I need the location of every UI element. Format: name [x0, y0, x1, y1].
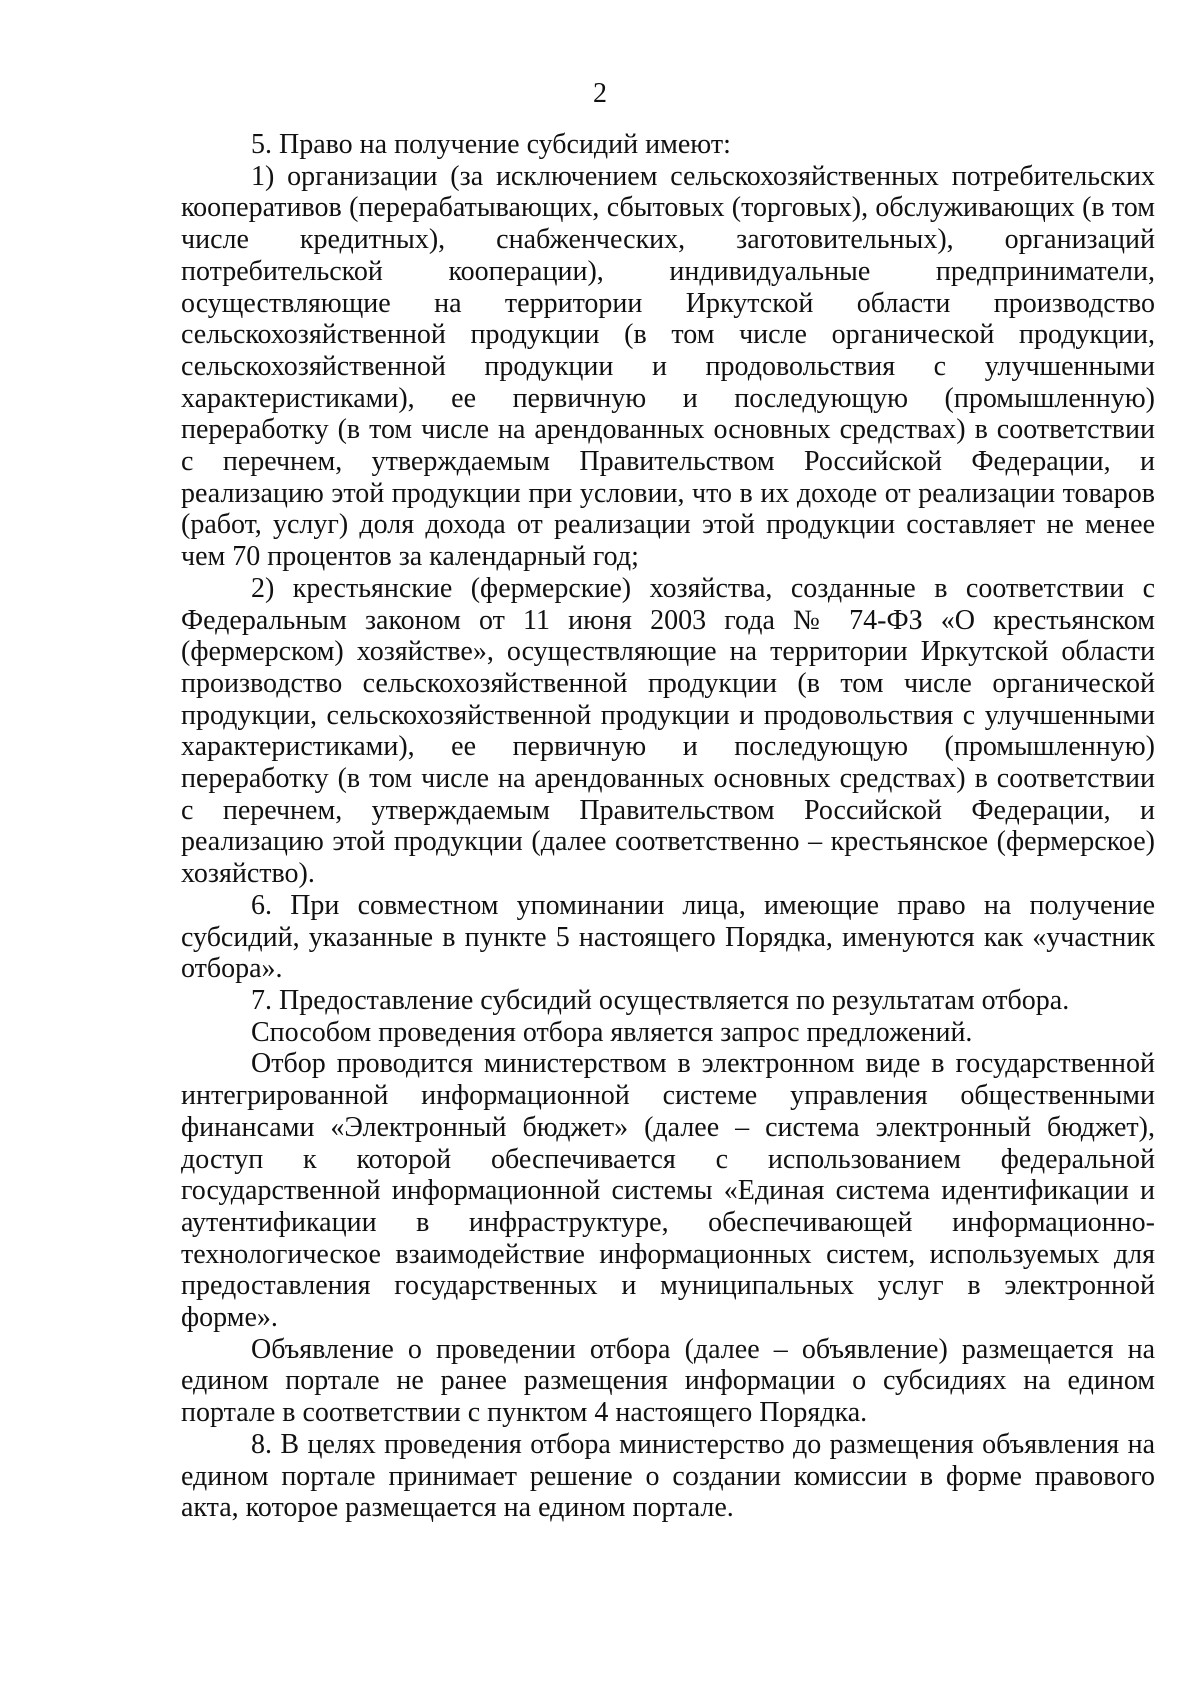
paragraph-7: 7. Предоставление субсидий осуществляется по результатам отбора. [251, 984, 1070, 1016]
page-number: 2 [593, 78, 607, 109]
paragraph-5-item-1: 1) организации (за исключением сельскохозяйственных потребительских кооперативов (перерабатывающих, сбытовых (торговых), обслуживающих (в том числе кредитных), снабженческих, заготовительных), организаций потребительской кооперации), индивидуальные предприниматели, осуществляющие на территории Иркутской области производство сельскохозяйственной продукции (в том числе органической продукции, сельскохозяйственной продукции и продовольствия с улучшенными характеристиками), ее первичную и последующую (промышленную) переработку (в том числе на арендованных основных средствах) в соответствии с перечнем, утверждаемым Правительством Российской Федерации, и реализацию этой продукции при условии, что в их доходе от реализации товаров (работ, услуг) доля дохода от реализации этой продукции составляет не менее чем 70 процентов за календарный год; [181, 160, 1155, 573]
paragraph-7-electronic-system: Отбор проводится министерством в электронном виде в государственной интегрированной информационной системе управления общественными финансами «Электронный бюджет» (далее – система электронный бюджет), доступ к которой обеспечивается с использованием федеральной государственной информационной системы «Единая система идентификации и аутентификации в инфраструктуре, обеспечивающей информационно-технологическое взаимодействие информационных систем, используемых для предоставления государственных и муниципальных услуг в электронной форме». [181, 1048, 1155, 1334]
paragraph-6: 6. При совместном упоминании лица, имеющие право на получение субсидий, указанные в пункте 5 настоящего Порядка, именуются как «участник отбора». [181, 889, 1155, 985]
paragraph-7-announcement: Объявление о проведении отбора (далее – объявление) размещается на едином портале не ранее размещения информации о субсидиях на едином портале в соответствии с пунктом 4 настоящего Порядка. [181, 1333, 1155, 1429]
paragraph-5-item-2: 2) крестьянские (фермерские) хозяйства, созданные в соответствии с Федеральным законом от 11 июня 2003 года № 74-ФЗ «О крестьянском (фермерском) хозяйстве», осуществляющие на территории Иркутской области производство сельскохозяйственной продукции (в том числе органической продукции, сельскохозяйственной продукции и продовольствия с улучшенными характеристиками), ее первичную и последующую (промышленную) переработку (в том числе на арендованных основных средствах) в соответствии с перечнем, утверждаемым Правительством Российской Федерации, и реализацию этой продукции (далее соответственно – крестьянское (фермерское) хозяйство). [181, 572, 1155, 890]
paragraph-8: 8. В целях проведения отбора министерство до размещения объявления на едином портале принимает решение о создании комиссии в форме правового акта, которое размещается на едином портале. [181, 1428, 1155, 1524]
paragraph-5-heading: 5. Право на получение субсидий имеют: [251, 129, 731, 160]
document-body [181, 129, 1155, 1524]
paragraph-7-selection-method: Способом проведения отбора является запрос предложений. [251, 1016, 973, 1048]
